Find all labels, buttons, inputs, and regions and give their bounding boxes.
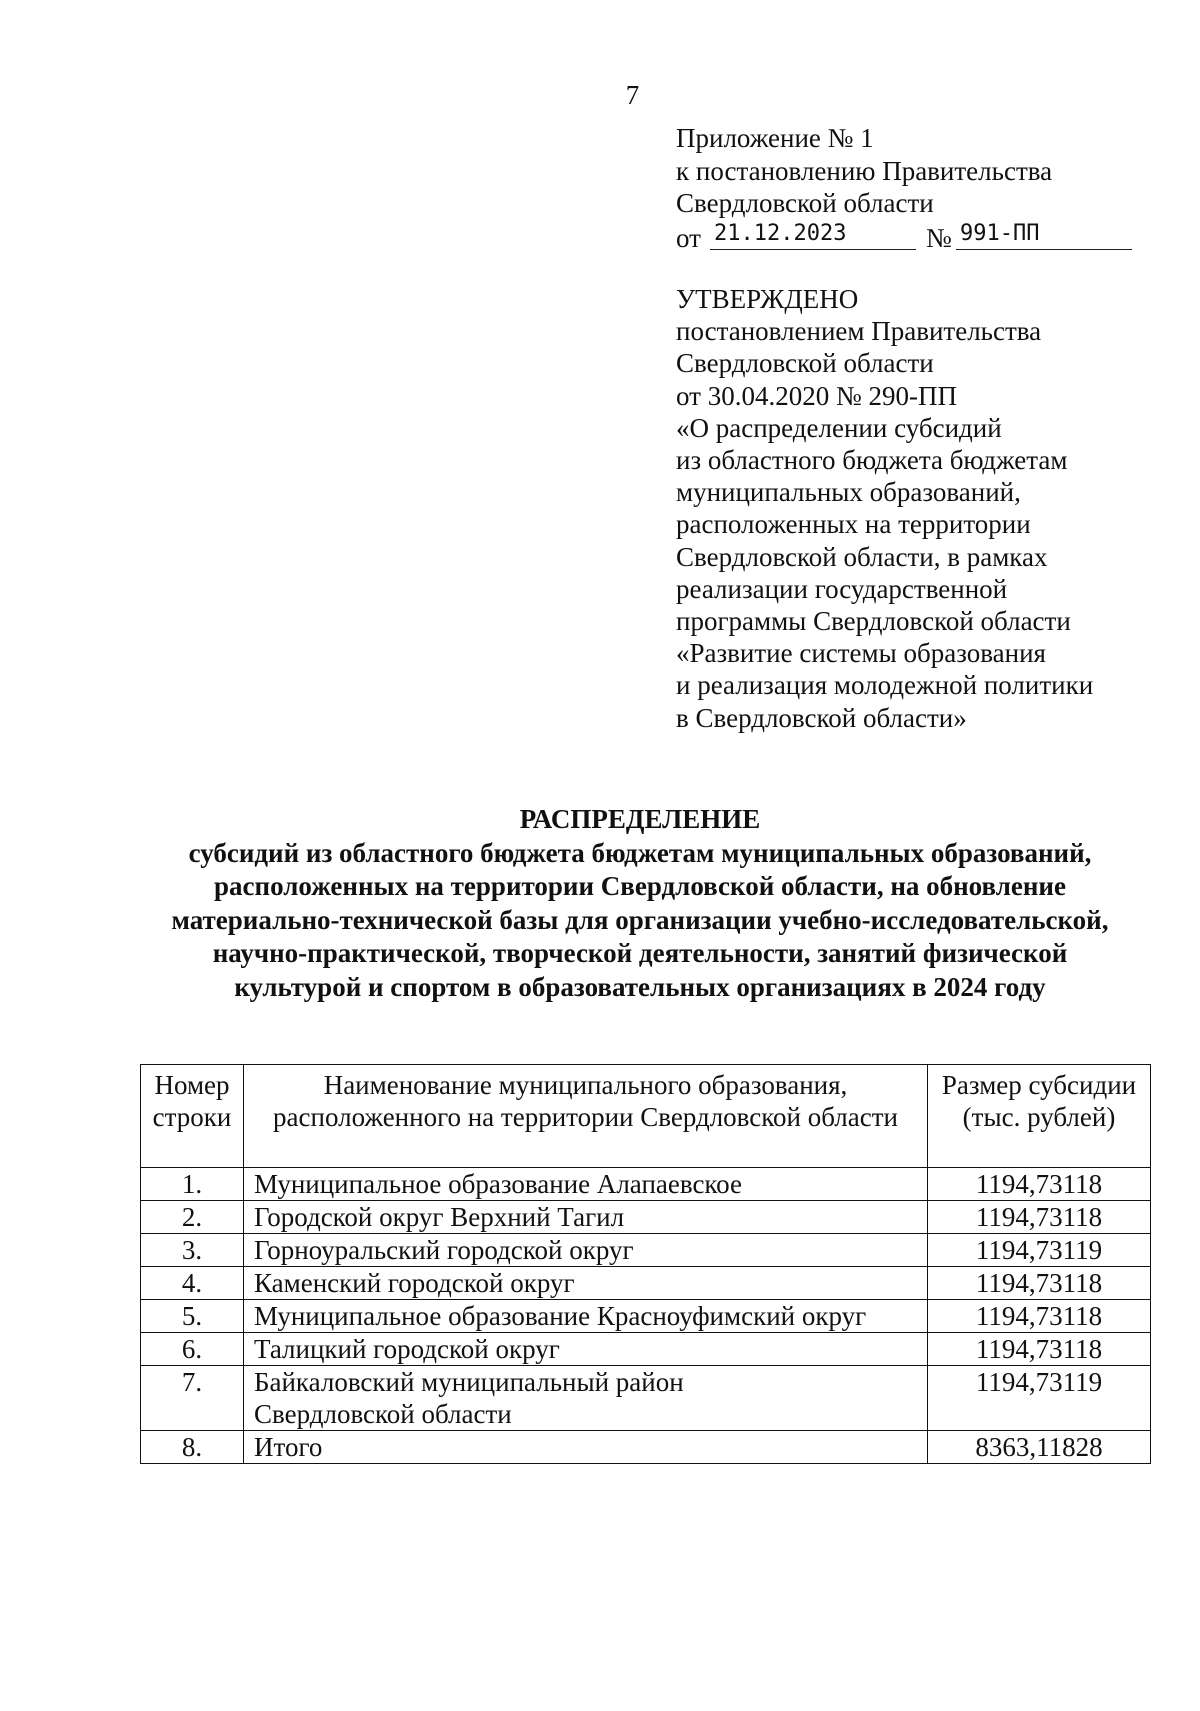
- header-amount: [928, 1065, 1151, 1168]
- approved-line: реализации государственной: [676, 573, 1008, 604]
- document-title: [60, 803, 1200, 1004]
- table-row: [141, 1201, 1151, 1234]
- row-name: Городской округ Верхний Тагил: [244, 1201, 928, 1234]
- order-line: [676, 220, 1136, 260]
- header-name: [244, 1065, 928, 1168]
- table-header-row: [141, 1065, 1151, 1168]
- approved-heading: УТВЕРЖДЕНО: [676, 284, 859, 314]
- header-number-line: строки: [152, 1102, 232, 1132]
- table-row: [141, 1300, 1151, 1333]
- approved-line: постановлением Правительства: [676, 316, 1042, 347]
- appendix-line: Приложение № 1: [676, 123, 874, 153]
- row-amount: 1194,73118: [928, 1168, 1151, 1201]
- row-name: Муниципальное образование Красноуфимский округ: [244, 1300, 928, 1333]
- row-number: 3.: [141, 1234, 244, 1267]
- row-name: Горноуральский городской округ: [244, 1234, 928, 1267]
- page-number: 7: [625, 80, 640, 110]
- row-amount: 1194,73118: [928, 1201, 1151, 1234]
- row-name: Итого: [244, 1431, 928, 1464]
- row-name: Каменский городской округ: [244, 1267, 928, 1300]
- table-row: [141, 1234, 1151, 1267]
- row-amount: 1194,73118: [928, 1333, 1151, 1366]
- order-number-field: 991-ПП: [956, 220, 1132, 250]
- row-number: 8.: [141, 1431, 244, 1464]
- table-row: [141, 1333, 1151, 1366]
- row-name: Талицкий городской округ: [244, 1333, 928, 1366]
- table-row: [141, 1366, 1151, 1431]
- approved-line: в Свердловской области»: [676, 702, 967, 733]
- order-date-field: 21.12.2023: [710, 220, 916, 250]
- header-amount-line: Размер субсидии: [941, 1070, 1137, 1100]
- row-amount: 1194,73119: [928, 1234, 1151, 1267]
- row-number: 7.: [141, 1366, 244, 1431]
- table-row: [141, 1267, 1151, 1300]
- number-label: №: [926, 222, 952, 253]
- title-line: субсидий из областного бюджета бюджетам муниципальных образований,: [188, 837, 1092, 868]
- approved-line: расположенных на территории: [676, 509, 1031, 540]
- title-line: материально-технической базы для организации учебно-исследовательской,: [171, 904, 1109, 935]
- row-amount: 1194,73118: [928, 1267, 1151, 1300]
- row-number: 2.: [141, 1201, 244, 1234]
- approved-line: муниципальных образований,: [676, 477, 1021, 508]
- row-amount: 8363,11828: [928, 1431, 1151, 1464]
- approved-line: от 30.04.2020 № 290-ПП: [676, 380, 957, 411]
- row-number: 1.: [141, 1168, 244, 1201]
- appendix-block: [676, 122, 1136, 260]
- approved-line: программы Свердловской области: [676, 606, 1071, 637]
- approved-line: Свердловской области, в рамках: [676, 541, 1048, 572]
- approved-line: «Развитие системы образования: [676, 638, 1046, 669]
- distribution-table: [140, 1064, 1151, 1464]
- title-line: расположенных на территории Свердловской области, на обновление: [214, 871, 1066, 901]
- approved-line: из областного бюджета бюджетам: [676, 445, 1068, 476]
- title-heading: РАСПРЕДЕЛЕНИЕ: [519, 804, 761, 834]
- row-number: 4.: [141, 1267, 244, 1300]
- title-line: культурой и спортом в образовательных организациях в 2024 году: [234, 971, 1046, 1002]
- header-number-line: Номер: [154, 1070, 230, 1100]
- header-name-line: расположенного на территории Свердловской области: [273, 1102, 898, 1132]
- row-name: Байкаловский муниципальный район Свердловской области: [244, 1366, 928, 1431]
- row-number: 6.: [141, 1333, 244, 1366]
- approved-block: [676, 283, 1136, 734]
- row-number: 5.: [141, 1300, 244, 1333]
- header-number: [141, 1065, 244, 1168]
- approved-line: и реализация молодежной политики: [676, 670, 1094, 701]
- header-amount-line: (тыс. рублей): [962, 1102, 1116, 1132]
- row-name: Муниципальное образование Алапаевское: [244, 1168, 928, 1201]
- from-label: от: [676, 222, 701, 253]
- table-row: [141, 1431, 1151, 1464]
- approved-line: «О распределении субсидий: [676, 412, 1002, 443]
- row-amount: 1194,73119: [928, 1366, 1151, 1431]
- appendix-line: к постановлению Правительства: [676, 155, 1053, 186]
- table-row: [141, 1168, 1151, 1201]
- appendix-line: Свердловской области: [676, 188, 934, 218]
- header-name-line: Наименование муниципального образования,: [323, 1070, 848, 1100]
- row-amount: 1194,73118: [928, 1300, 1151, 1333]
- approved-line: Свердловской области: [676, 348, 934, 379]
- title-line: научно-практической, творческой деятельности, занятий физической: [212, 938, 1068, 968]
